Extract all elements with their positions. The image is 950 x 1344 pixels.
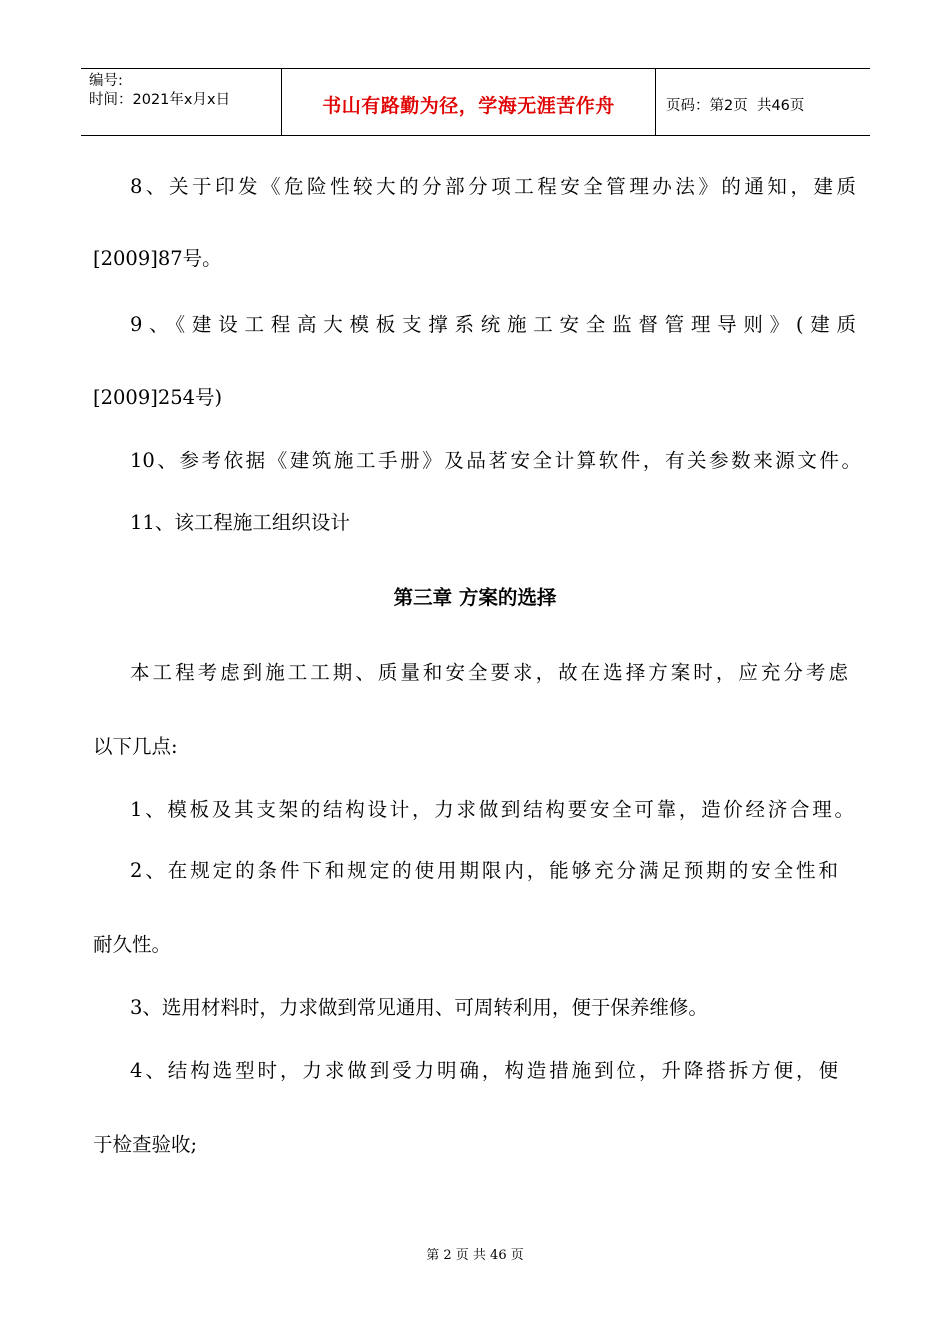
point-3: 3、选用材料时，力求做到常见通用、可周转利用，便于保养维修。 xyxy=(130,996,708,1019)
page-footer: 第 2 页 共 46 页 xyxy=(426,1248,524,1263)
point-1: 1、模板及其支架的结构设计，力求做到结构要安全可靠，造价经济合理。 xyxy=(130,798,854,821)
intro-line-2: 以下几点: xyxy=(93,735,178,758)
item-11: 11、该工程施工组织设计 xyxy=(130,511,350,534)
header-page-info: 页码：第2页 共46页 xyxy=(666,97,805,114)
header-meta-cell xyxy=(81,69,282,135)
item-8-line-2: [2009]87号。 xyxy=(93,247,222,270)
point-4-line-2: 于检查验收; xyxy=(93,1133,198,1156)
page-header xyxy=(81,68,870,136)
chapter-title: 第三章 方案的选择 xyxy=(393,586,557,609)
item-9-line-2: [2009]254号) xyxy=(93,386,223,409)
point-2-line-2: 耐久性。 xyxy=(93,933,172,956)
point-4-line-1: 4、结构选型时，力求做到受力明确，构造措施到位，升降搭拆方便，便 xyxy=(130,1059,838,1082)
header-page-cell xyxy=(656,69,870,135)
intro-line-1: 本工程考虑到施工工期、质量和安全要求，故在选择方案时，应充分考虑 xyxy=(130,661,848,684)
item-10: 10、参考依据《建筑施工手册》及品茗安全计算软件，有关参数来源文件。 xyxy=(130,449,861,472)
point-2-line-1: 2、在规定的条件下和规定的使用期限内，能够充分满足预期的安全性和 xyxy=(130,859,838,882)
document-number-label: 编号: xyxy=(89,73,123,89)
document-date: 时间：2021年x月x日 xyxy=(89,92,231,108)
header-motto-cell xyxy=(282,69,656,135)
item-9-line-1: 9、《建设工程高大模板支撑系统施工安全监督管理导则》(建质 xyxy=(130,313,856,336)
header-motto: 书山有路勤为径，学海无涯苦作舟 xyxy=(322,94,615,117)
item-8-line-1: 8、关于印发《危险性较大的分部分项工程安全管理办法》的通知，建质 xyxy=(130,175,856,198)
